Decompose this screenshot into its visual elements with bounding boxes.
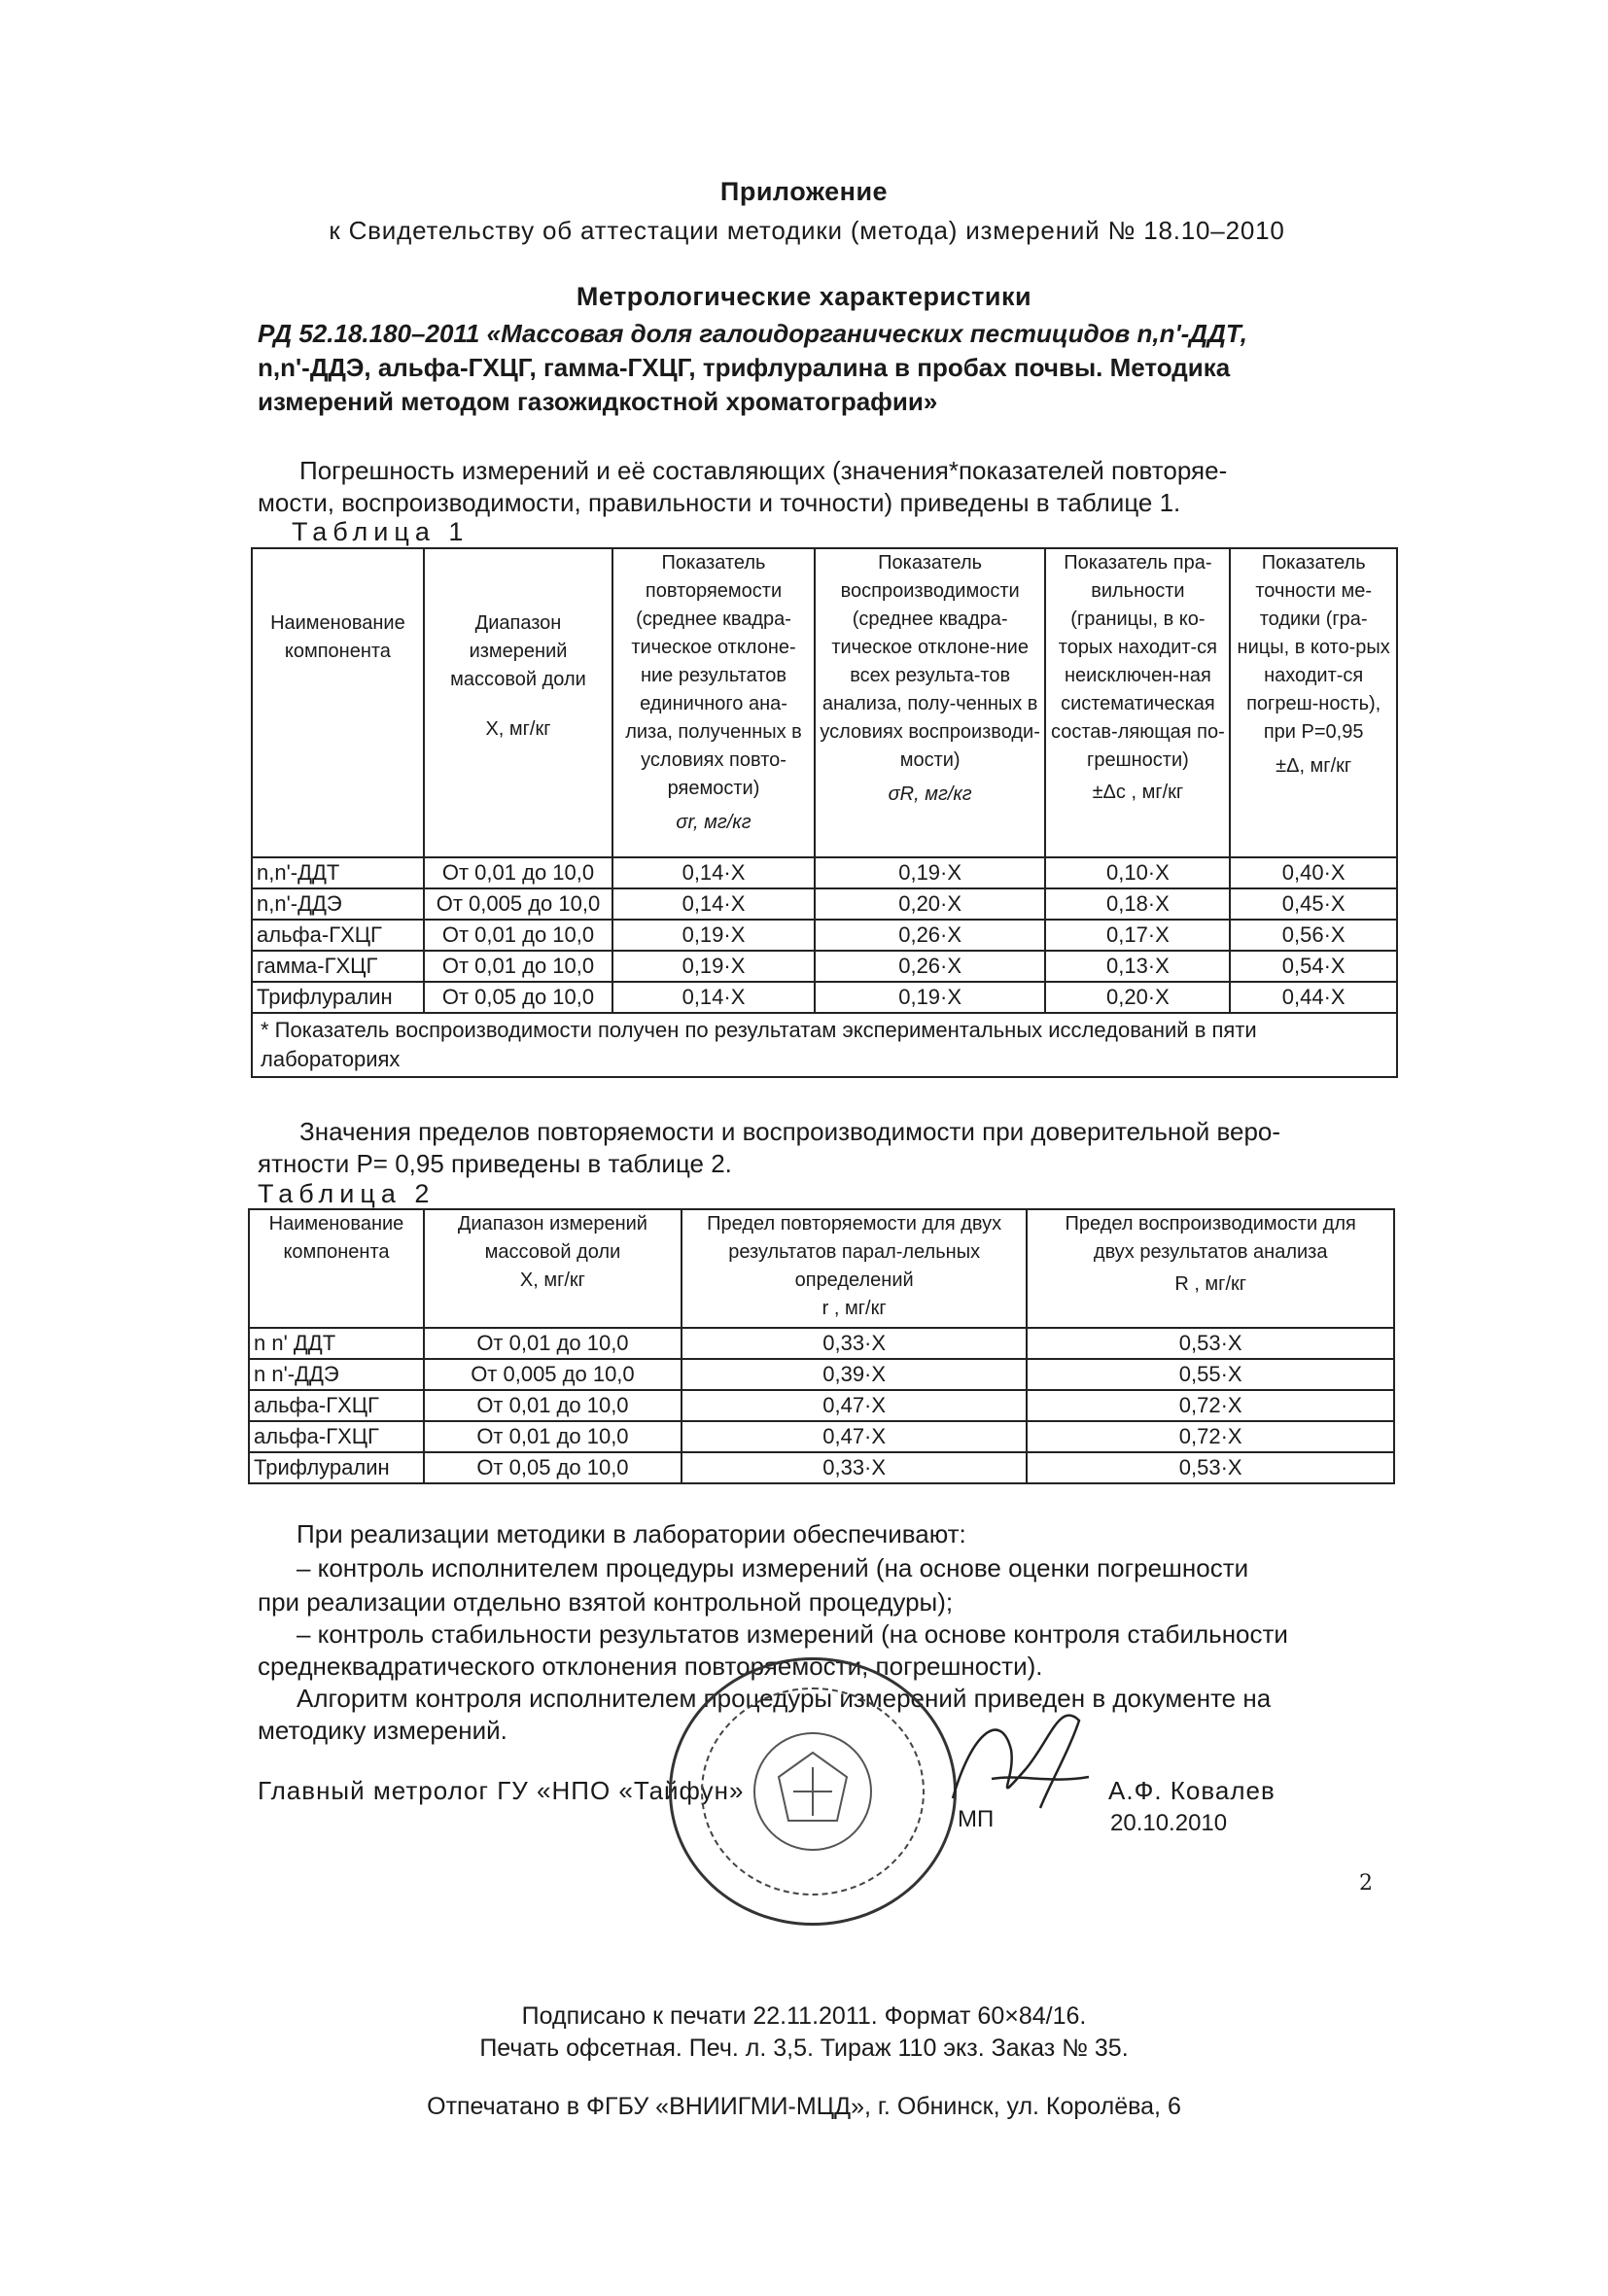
row-range: От 0,01 до 10,0	[424, 920, 612, 951]
table1-header-repeatability-text: Показатель повторяемости (среднее квадра-тическое отклоне-ние результатов единичного ана-лиза, полученных в условиях повто-ряемости)	[625, 552, 802, 799]
row-repeatability-limit: 0,47·X	[682, 1390, 1027, 1421]
control-line3: при реализации отдельно взятой контрольной процедуры);	[258, 1587, 954, 1617]
control-line2: – контроль исполнителем процедуры измерений (на основе оценки погрешности	[297, 1553, 1249, 1583]
row-accuracy: 0,40·X	[1230, 857, 1397, 888]
row-range: От 0,005 до 10,0	[424, 1359, 682, 1390]
table-row	[252, 920, 1397, 951]
row-component: альфа-ГХЦГ	[249, 1421, 424, 1452]
row-reproducibility: 0,26·X	[815, 920, 1046, 951]
row-accuracy: 0,56·X	[1230, 920, 1397, 951]
row-range: От 0,05 до 10,0	[424, 982, 612, 1013]
table1-header-reproducibility	[815, 548, 1046, 857]
row-reproducibility: 0,26·X	[815, 951, 1046, 982]
table-row	[249, 1359, 1394, 1390]
row-reproducibility-limit: 0,53·X	[1027, 1452, 1394, 1483]
row-repeatability: 0,14·X	[612, 888, 815, 920]
official-seal	[669, 1657, 957, 1926]
signatory-name: А.Ф. Ковалев	[1108, 1776, 1276, 1805]
appendix-title: Приложение	[719, 177, 889, 206]
row-trueness: 0,13·X	[1045, 951, 1230, 982]
table2-header-row	[249, 1209, 1394, 1328]
table1-caption: Таблица 1	[292, 517, 470, 546]
row-component: Трифлуралин	[249, 1452, 424, 1483]
table1-header-accuracy-unit: ±Δ, мг/кг	[1276, 755, 1352, 777]
imprint-line1: Подписано к печати 22.11.2011. Формат 60×84/16.	[521, 2002, 1087, 2030]
method-title-line2: n,n'-ДДЭ, альфа-ГХЦГ, гамма-ГХЦГ, трифлуралина в пробах почвы. Методика	[258, 353, 1231, 382]
method-title-line3: измерений методом газожидкостной хроматографии»	[258, 387, 938, 416]
row-trueness: 0,10·X	[1045, 857, 1230, 888]
table1-header-accuracy-text: Показатель точности ме-тодики (гра-ницы, в кото-рых находит-ся погреш-ность), при P=0,95	[1237, 552, 1390, 743]
table1-header-component: Наименование компонента	[252, 548, 424, 857]
table-row	[249, 1421, 1394, 1452]
page-number: 2	[1359, 1871, 1373, 1896]
table1-header-reproducibility-unit: σR, мг/кг	[888, 783, 972, 805]
row-trueness: 0,18·X	[1045, 888, 1230, 920]
table-row	[252, 951, 1397, 982]
row-repeatability-limit: 0,33·X	[682, 1452, 1027, 1483]
table2-header-range-unit: X, мг/кг	[519, 1270, 585, 1291]
table1-header-range-unit: X, мг/кг	[485, 718, 551, 740]
row-component: n,n'-ДДЭ	[252, 888, 424, 920]
row-accuracy: 0,54·X	[1230, 951, 1397, 982]
table1-header-accuracy	[1230, 548, 1397, 857]
control-line5: среднеквадратического отклонения повторяемости, погрешности).	[258, 1652, 1043, 1681]
table1-header-trueness	[1045, 548, 1230, 857]
mid-text-line1: Значения пределов повторяемости и воспроизводимости при доверительной веро-	[299, 1117, 1281, 1146]
table-row	[252, 857, 1397, 888]
table2-header-reproducibility-text: Предел воспроизводимости для двух результатов анализа	[1065, 1213, 1356, 1263]
row-range: От 0,01 до 10,0	[424, 857, 612, 888]
row-repeatability: 0,19·X	[612, 920, 815, 951]
control-line4: – контроль стабильности результатов измерений (на основе контроля стабильности	[297, 1619, 1288, 1649]
imprint-line3: Отпечатано в ФГБУ «ВНИИГМИ-МЦД», г. Обнинск, ул. Королёва, 6	[427, 2093, 1181, 2120]
table1-footnote-row	[252, 1013, 1397, 1077]
row-component: альфа-ГХЦГ	[252, 920, 424, 951]
handwritten-signature-icon	[933, 1691, 1099, 1818]
table1	[251, 547, 1398, 1078]
row-component: альфа-ГХЦГ	[249, 1390, 424, 1421]
row-repeatability: 0,19·X	[612, 951, 815, 982]
control-line7: методику измерений.	[258, 1716, 507, 1745]
table-row	[249, 1390, 1394, 1421]
row-component: n,n'-ДДТ	[252, 857, 424, 888]
table-row	[249, 1328, 1394, 1359]
table2-header-repeatability-unit: r , мг/кг	[821, 1298, 887, 1319]
row-repeatability-limit: 0,39·X	[682, 1359, 1027, 1390]
control-line6: Алгоритм контроля исполнителем процедуры измерений приведен в документе на	[297, 1684, 1272, 1713]
table2-header-repeatability	[682, 1209, 1027, 1328]
table-row	[252, 888, 1397, 920]
section-heading: Метрологические характеристики	[576, 282, 1032, 311]
table-row	[252, 982, 1397, 1013]
control-line1: При реализации методики в лаборатории обеспечивают:	[297, 1519, 966, 1548]
imprint-line2: Печать офсетная. Печ. л. 3,5. Тираж 110 экз. Заказ № 35.	[479, 2035, 1129, 2062]
row-reproducibility-limit: 0,53·X	[1027, 1328, 1394, 1359]
row-component: гамма-ГХЦГ	[252, 951, 424, 982]
table1-header-range	[424, 548, 612, 857]
table1-header-trueness-text: Показатель пра-вильности (границы, в ко-торых находит-ся неисключен-ная систематическая состав-ляющая по-грешности)	[1051, 552, 1225, 771]
row-range: От 0,01 до 10,0	[424, 1390, 682, 1421]
mid-text-line2: ятности P= 0,95 приведены в таблице 2.	[258, 1149, 732, 1178]
row-accuracy: 0,45·X	[1230, 888, 1397, 920]
row-accuracy: 0,44·X	[1230, 982, 1397, 1013]
table2-header-range-text: Диапазон измерений массовой доли	[457, 1213, 647, 1263]
table1-header-range-text: Диапазон измерений массовой доли	[450, 612, 586, 690]
table1-header-reproducibility-text: Показатель воспроизводимости (среднее квадра-тическое отклоне-ние всех результа-тов анализа, полу-ченных в условиях воспроизводи-мости)	[820, 552, 1040, 771]
table2-header-reproducibility-unit: R , мг/кг	[1174, 1273, 1247, 1295]
signatory-position: Главный метролог ГУ «НПО «Тайфун»	[258, 1776, 745, 1805]
table2-header-component: Наименование компонента	[249, 1209, 424, 1328]
row-reproducibility: 0,20·X	[815, 888, 1046, 920]
table1-footnote: * Показатель воспроизводимости получен по результатам экспериментальных исследований в пяти лабораториях	[252, 1013, 1397, 1077]
row-repeatability-limit: 0,47·X	[682, 1421, 1027, 1452]
table1-header-trueness-unit: ±Δс , мг/кг	[1092, 782, 1184, 803]
row-range: От 0,05 до 10,0	[424, 1452, 682, 1483]
intro-line2: мости, воспроизводимости, правильности и точности) приведены в таблице 1.	[258, 488, 1181, 517]
row-component: n n'-ДДЭ	[249, 1359, 424, 1390]
table2-header-reproducibility	[1027, 1209, 1394, 1328]
row-reproducibility-limit: 0,55·X	[1027, 1359, 1394, 1390]
row-trueness: 0,17·X	[1045, 920, 1230, 951]
table2	[248, 1208, 1395, 1484]
table2-header-range	[424, 1209, 682, 1328]
table2-caption: Таблица 2	[258, 1179, 436, 1208]
intro-line1: Погрешность измерений и её составляющих (значения*показателей повторяе-	[299, 456, 1228, 485]
row-repeatability: 0,14·X	[612, 857, 815, 888]
row-reproducibility-limit: 0,72·X	[1027, 1390, 1394, 1421]
signature-date: 20.10.2010	[1110, 1810, 1228, 1836]
official-seal-emblem-icon	[672, 1660, 954, 1923]
appendix-subtitle: к Свидетельству об аттестации методики (метода) измерений № 18.10–2010	[329, 216, 1285, 245]
row-component: Трифлуралин	[252, 982, 424, 1013]
table1-header-repeatability	[612, 548, 815, 857]
row-repeatability: 0,14·X	[612, 982, 815, 1013]
row-trueness: 0,20·X	[1045, 982, 1230, 1013]
row-repeatability-limit: 0,33·X	[682, 1328, 1027, 1359]
row-range: От 0,01 до 10,0	[424, 1421, 682, 1452]
row-range: От 0,005 до 10,0	[424, 888, 612, 920]
method-title-line1: РД 52.18.180–2011 «Массовая доля галоидорганических пестицидов n,n'-ДДТ,	[258, 319, 1247, 348]
table2-header-repeatability-text: Предел повторяемости для двух результатов парал-лельных определений	[707, 1213, 1002, 1291]
row-reproducibility-limit: 0,72·X	[1027, 1421, 1394, 1452]
row-range: От 0,01 до 10,0	[424, 1328, 682, 1359]
table1-header-repeatability-unit: σr, мг/кг	[676, 812, 752, 833]
row-reproducibility: 0,19·X	[815, 982, 1046, 1013]
stamp-place-label: МП	[958, 1806, 995, 1832]
row-reproducibility: 0,19·X	[815, 857, 1046, 888]
table-row	[249, 1452, 1394, 1483]
table1-header-row	[252, 548, 1397, 857]
row-component: n n' ДДТ	[249, 1328, 424, 1359]
row-range: От 0,01 до 10,0	[424, 951, 612, 982]
